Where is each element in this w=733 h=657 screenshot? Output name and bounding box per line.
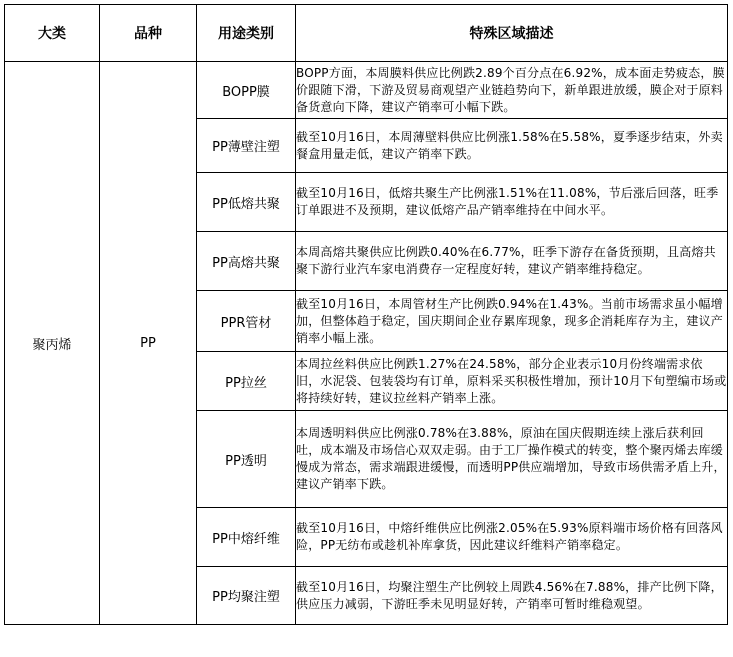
- usage-cell: BOPP膜: [197, 62, 296, 119]
- usage-cell: PP均聚注塑: [197, 567, 296, 625]
- description-cell: 截至10月16日，中熔纤维供应比例涨2.05%在5.93%原料端市场价格有回落风险，PP无纺布或趁机补库拿货，因此建议纤维料产销率稳定。: [296, 508, 728, 567]
- table-row: [5, 62, 728, 119]
- variety-cell: PP: [100, 62, 197, 625]
- usage-cell: PP透明: [197, 411, 296, 508]
- usage-cell: PP低熔共聚: [197, 173, 296, 232]
- usage-cell: PP中熔纤维: [197, 508, 296, 567]
- usage-cell: PPR管材: [197, 291, 296, 352]
- polypropylene-usage-table: [4, 4, 728, 625]
- description-cell: 本周拉丝料供应比例跌1.27%在24.58%，部分企业表示10月份终端需求依旧，水泥袋、包装袋均有订单，原料采买积极性增加，预计10月下旬塑编市场或将持续好转，建议拉丝料产销率上涨。: [296, 352, 728, 411]
- description-cell: BOPP方面，本周膜料供应比例跌2.89个百分点在6.92%，成本面走势疲态，膜价跟随下滑，下游及贸易商观望产业链趋势向下，新单跟进放缓，膜企对于原料备货意向下降，建议产销率可小幅下跌。: [296, 62, 728, 119]
- description-cell: 本周透明料供应比例涨0.78%在3.88%，原油在国庆假期连续上涨后获利回吐，成本端及市场信心双双走弱。由于工厂操作模式的转变，整个聚丙烯去库缓慢成为常态，需求端跟进缓慢，而透明PP供应端增加，导致市场供需矛盾上升，建议产销率下跌。: [296, 411, 728, 508]
- header-usage: 用途类别: [197, 5, 296, 62]
- header-description: 特殊区域描述: [296, 5, 728, 62]
- header-variety: 品种: [100, 5, 197, 62]
- usage-cell: PP高熔共聚: [197, 232, 296, 291]
- header-row: [5, 5, 728, 62]
- description-cell: 截至10月16日，本周薄壁料供应比例涨1.58%在5.58%，夏季逐步结束，外卖餐盒用量走低，建议产销率下跌。: [296, 119, 728, 173]
- description-cell: 本周高熔共聚供应比例跌0.40%在6.77%，旺季下游存在备货预期，且高熔共聚下游行业汽车家电消费存一定程度好转，建议产销率维持稳定。: [296, 232, 728, 291]
- category-cell: 聚丙烯: [5, 62, 100, 625]
- description-cell: 截至10月16日，本周管材生产比例跌0.94%在1.43%。当前市场需求虽小幅增加，但整体趋于稳定，国庆期间企业存累库现象，现多企消耗库存为主，建议产销率小幅上涨。: [296, 291, 728, 352]
- header-category: 大类: [5, 5, 100, 62]
- usage-cell: PP拉丝: [197, 352, 296, 411]
- description-cell: 截至10月16日，低熔共聚生产比例涨1.51%在11.08%，节后涨后回落，旺季订单跟进不及预期，建议低熔产品产销率维持在中间水平。: [296, 173, 728, 232]
- description-cell: 截至10月16日，均聚注塑生产比例较上周跌4.56%在7.88%，排产比例下降，供应压力减弱，下游旺季未见明显好转，产销率可暂时维稳观望。: [296, 567, 728, 625]
- usage-cell: PP薄壁注塑: [197, 119, 296, 173]
